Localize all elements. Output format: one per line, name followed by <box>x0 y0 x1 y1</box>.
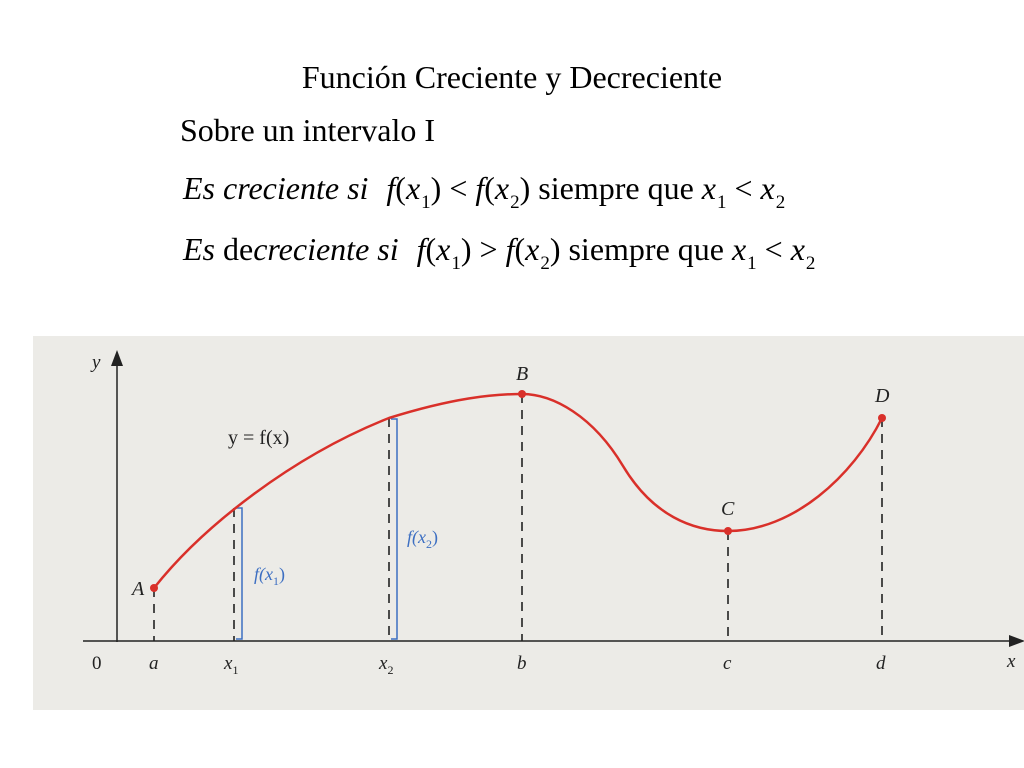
tick-d: d <box>876 653 886 674</box>
rule-es: Es <box>183 231 215 267</box>
tick-x2: $x_2$ <box>379 653 394 677</box>
x-symbol: x <box>494 170 510 206</box>
condition-text: siempre que <box>568 231 724 267</box>
rule-si: si <box>347 170 369 206</box>
rule-word: creciente <box>253 231 370 267</box>
f-symbol: f <box>475 170 485 206</box>
comparison-operator: < <box>449 170 468 206</box>
x-symbol: x <box>436 231 451 267</box>
increasing-rule <box>183 166 785 216</box>
point-b-label: B <box>516 363 529 385</box>
x-axis-label: x <box>1007 651 1016 672</box>
point-d <box>878 414 886 422</box>
slide-title: Función Creciente y Decreciente <box>301 59 723 95</box>
x-subscript: 2 <box>775 192 786 213</box>
interval-statement: Sobre un intervalo I <box>180 112 436 148</box>
function-graph <box>33 336 1024 710</box>
comparison-operator: > <box>479 231 498 267</box>
x-subscript: 1 <box>716 192 727 213</box>
point-c-label: C <box>721 498 735 520</box>
x-symbol: x <box>790 231 805 267</box>
rule-word: creciente <box>223 170 340 206</box>
x-subscript: 2 <box>540 253 550 274</box>
open-paren: ( <box>395 170 406 206</box>
condition-text: siempre que <box>538 170 694 206</box>
close-paren: ) <box>549 231 561 267</box>
point-b <box>518 390 526 398</box>
graph-svg <box>33 336 1024 710</box>
f-symbol: f <box>386 170 396 206</box>
condition-operator: < <box>764 231 783 267</box>
tick-c: c <box>723 653 732 674</box>
tick-x1: $x_1$ <box>224 653 239 677</box>
x-symbol: x <box>405 170 421 206</box>
point-a <box>150 584 158 592</box>
x-subscript: 1 <box>747 253 757 274</box>
rule-es: Es <box>183 170 215 206</box>
curve-label: y = f(x) <box>228 427 290 449</box>
f-symbol: f <box>505 231 515 267</box>
point-d-label: D <box>875 385 890 407</box>
point-a-label: A <box>132 578 145 600</box>
x-subscript: 2 <box>510 192 520 213</box>
fx2-label: $f(x_2)$ <box>407 527 438 551</box>
close-paren: ) <box>430 170 442 206</box>
x-subscript: 2 <box>805 253 816 274</box>
open-paren: ( <box>484 170 495 206</box>
fx1-label: $f(x_1)$ <box>254 564 285 588</box>
x-symbol: x <box>760 170 775 206</box>
tick-b: b <box>517 653 527 674</box>
close-paren: ) <box>460 231 472 267</box>
f-symbol: f <box>416 231 426 267</box>
point-c <box>724 527 732 535</box>
decreasing-rule <box>183 227 815 277</box>
x-symbol: x <box>731 231 747 267</box>
x-symbol: x <box>525 231 540 267</box>
open-paren: ( <box>514 231 526 267</box>
origin-label: 0 <box>92 653 102 674</box>
open-paren: ( <box>425 231 437 267</box>
rule-si: si <box>377 231 399 267</box>
condition-operator: < <box>734 170 753 206</box>
x-subscript: 1 <box>451 253 461 274</box>
x-subscript: 1 <box>421 192 431 213</box>
rule-word-prefix: de <box>223 231 254 267</box>
y-axis-label: y <box>92 352 101 373</box>
tick-a: a <box>149 653 159 674</box>
close-paren: ) <box>519 170 531 206</box>
x-symbol: x <box>701 170 716 206</box>
